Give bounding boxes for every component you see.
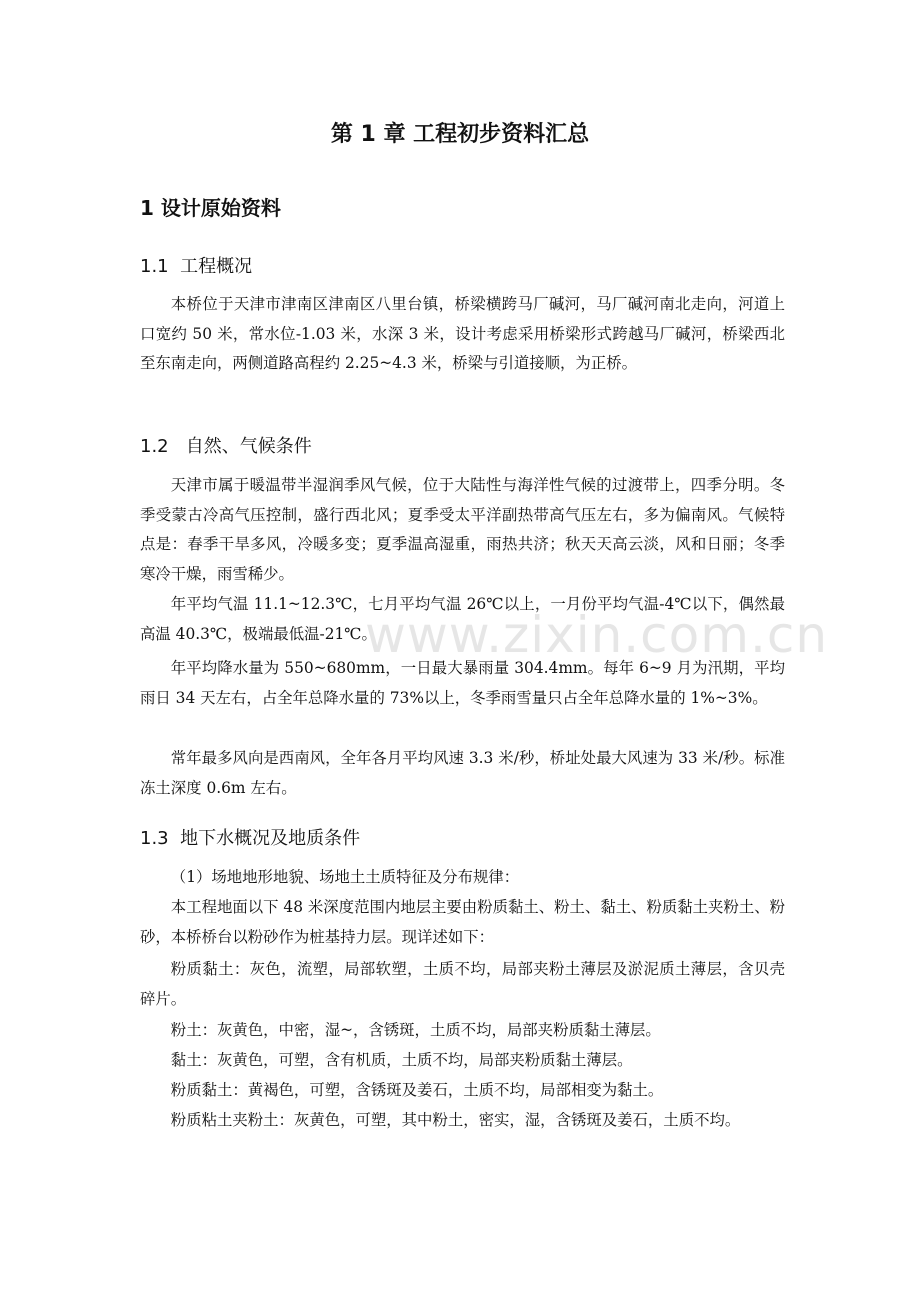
paragraph-climate-overview: 天津市属于暖温带半湿润季风气候，位于大陆性与海洋性气候的过渡带上，四季分明。冬季受蒙古冷高气压控制，盛行西北风；夏季受太平洋副热带高气压左右，多为偏南风。气候特点是：春季干旱多风，冷暖多变；夏季温高湿重，雨热共济；秋天天高云淡，风和日丽；冬季寒冷干燥，雨雪稀少。: [140, 476, 785, 584]
paragraph-project-overview: 本桥位于天津市津南区津南区八里台镇，桥梁横跨马厂碱河，马厂碱河南北走向，河道上口宽约 50 米，常水位-1.03 米，水深 3 米，设计考虑采用桥梁形式跨越马厂碱河，桥梁西北至东南走向，两侧道路高程约 2.25~4.3 米，桥梁与引道接顺，为正桥。: [140, 295, 785, 373]
paragraph-precipitation: 年平均降水量为 550~680mm，一日最大暴雨量 304.4mm。每年 6~9 月为汛期，平均雨日 34 天左右，占全年总降水量的 73%以上，冬季雨雪量只占全年总降水量的 1%~3%。: [140, 659, 785, 707]
paragraph-temperature: 年平均气温 11.1~12.3℃，七月平均气温 26℃以上，一月份平均气温-4℃以下，偶然最高温 40.3℃，极端最低温-21℃。: [140, 595, 785, 643]
section-heading-1-2: 1.2 自然、气候条件: [140, 436, 312, 457]
watermark: www.zixin.com.cn: [365, 606, 829, 664]
paragraph-clay: 黏土：灰黄色，可塑，含有机质，土质不均，局部夹粉质黏土薄层。: [170, 1051, 633, 1069]
paragraph-silt: 粉土：灰黄色，中密，湿~，含锈斑，土质不均，局部夹粉质黏土薄层。: [170, 1021, 661, 1039]
chapter-title: 第 1 章 工程初步资料汇总: [330, 122, 590, 147]
section-heading-1-3: 1.3 地下水概况及地质条件: [140, 828, 361, 849]
paragraph-site-terrain: （1）场地地形地貌、场地土土质特征及分布规律：: [170, 868, 520, 886]
paragraph-silty-clay-brown: 粉质黏土：黄褐色，可塑，含锈斑及姜石，土质不均，局部相变为黏土。: [170, 1081, 664, 1099]
section-heading-1: 1 设计原始资料: [140, 196, 281, 220]
section-heading-1-1: 1.1 工程概况: [140, 256, 253, 277]
paragraph-silty-clay-with-silt: 粉质粘土夹粉土：灰黄色，可塑，其中粉土，密实，湿，含锈斑及姜石，土质不均。: [170, 1111, 741, 1129]
paragraph-wind: 常年最多风向是西南风，全年各月平均风速 3.3 米/秒，桥址处最大风速为 33 米/秒。标准冻土深度 0.6m 左右。: [140, 749, 785, 797]
paragraph-strata-overview: 本工程地面以下 48 米深度范围内地层主要由粉质黏土、粉土、黏土、粉质黏土夹粉土、粉砂，本桥桥台以粉砂作为桩基持力层。现详述如下：: [140, 898, 786, 946]
paragraph-silty-clay: 粉质黏土：灰色，流塑，局部软塑，土质不均，局部夹粉土薄层及淤泥质土薄层，含贝壳碎片。: [140, 960, 785, 1008]
